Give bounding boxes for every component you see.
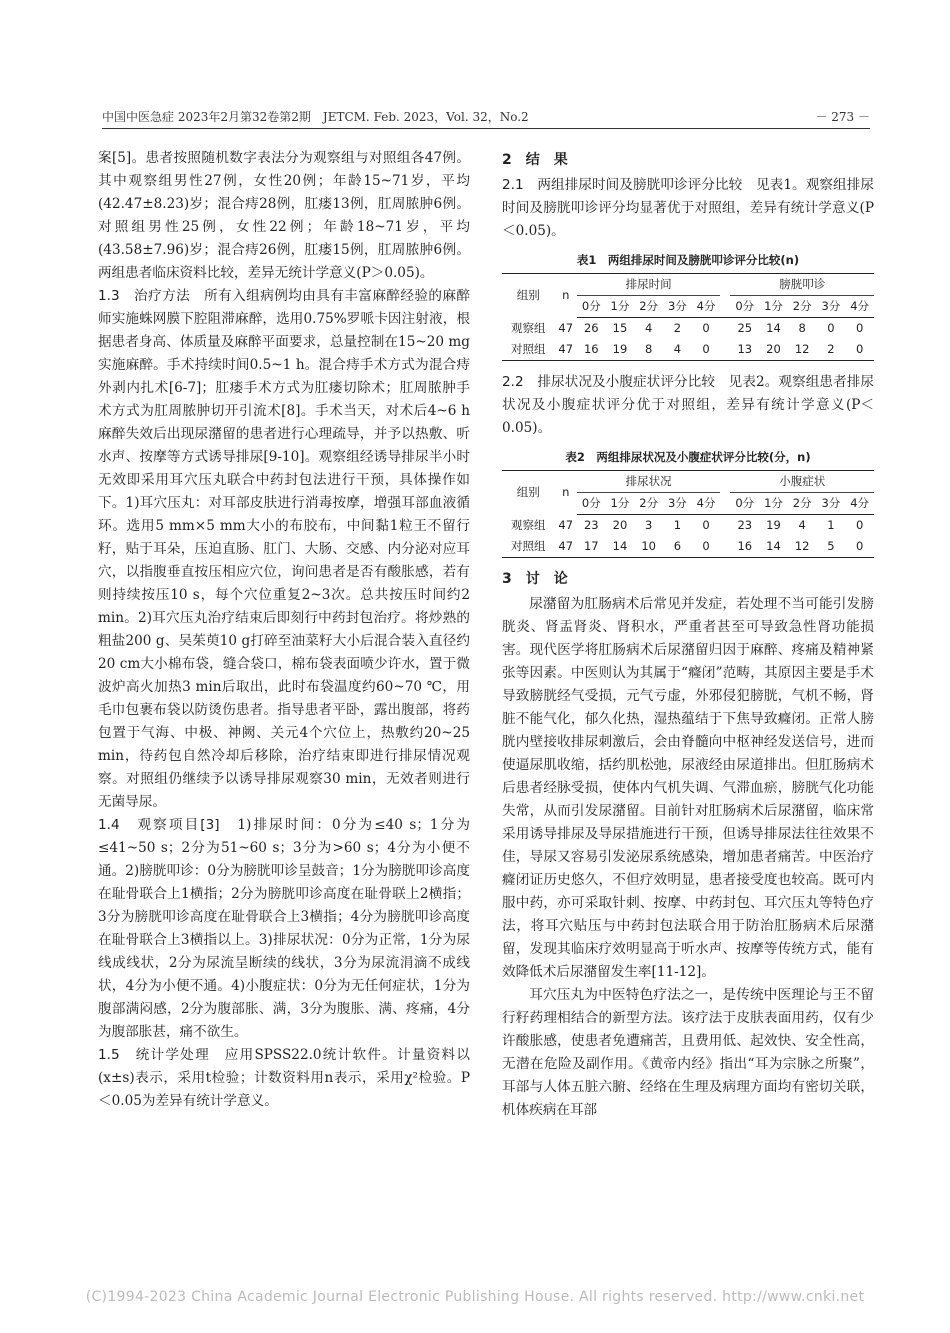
methods-paragraph-observation: 1.4 观察项目[3] 1)排尿时间：0分为≤40 s；1分为≤41~50 s；2分为51~60 s；3分为>60 s；4分为小便不通。2)膀胱叩诊：0分为膀胱叩诊呈鼓音；1分为膀胱叩诊高度在耻骨联合上1横指；2分为膀胱叩诊高度在耻骨联上2横指；3分为膀胱叩诊高度在耻骨联合上3横指；4分为膀胱叩诊高度在耻骨联合上3横指以上。3)排尿状况：0分为正常，1分为尿线成线状，2分为尿流呈断续的线状，3分为尿流涓滴不成线状，4分为小便不通。4)小腹症状：0分为无任何症状，1分为腹部满闷感，2分为腹部胀、满，3分为腹胀、满、疼痛，4分为腹部胀甚，痛不欲生。 [98, 817, 471, 1040]
results-paragraph-2-2: 2.2 排尿状况及小腹症状评分比较 见表2。观察组患者排尿状况及小腹症状评分优于对照组，差异有统计学意义(P＜0.05)。 [502, 374, 874, 436]
table1-group-header: 组别 [502, 274, 555, 318]
table2-group2-header: 小腹症状 [730, 471, 874, 493]
table1-caption: 表1 两组排尿时间及膀胱叩诊评分比较(n) [576, 253, 800, 267]
table1-score-header: 4分 [845, 296, 874, 318]
left-column [98, 147, 470, 1113]
page-number: － 273 － [815, 110, 870, 124]
table2-score-header: 2分 [634, 493, 663, 515]
methods-paragraph-treatment: 1.3 治疗方法 所有入组病例均由具有丰富麻醉经验的麻醉师实施蛛网膜下腔阻滞麻醉，选用0.75%罗哌卡因注射液，根据患者身高、体质量及麻醉平面要求，总量控制在15~20 mg实施麻醉。手术持续时间0.5~1 h。混合痔手术方式为混合痔外剥内扎术[6-7]；肛瘘手术方式为肛瘘切除术；肛周脓肿手术方式为肛周脓肿切开引流术[8]。手术当天，对术后4~6 h麻醉失效后出现尿潴留的患者进行心理疏导，并予以热敷、听水声、按摩等方式诱导排尿[9-10]。观察组经诱导排尿半小时无效即采用耳穴压丸联合中药封包法进行干预，具体操作如下。1)耳穴压丸：对耳部皮肤进行消毒按摩，增强耳部血液循环。选用5 mm×5 mm大小的布胶布，中间黏1粒王不留行籽，贴于耳朵，压迫直肠、肛门、大肠、交感、内分泌对应耳穴，以指腹垂直按压相应穴位，询问患者是否有酸胀感，若有则持续按压10 s，每个穴位重复2~3次。总共按压时间约2 min。2)耳穴压丸治疗结束后即刻行中药封包治疗。将炒熟的粗盐200 g、吴茱萸10 g打碎至油菜籽大小后混合装入直径约20 cm大小棉布袋，缝合袋口，棉布袋表面喷少许水，置于微波炉高火加热3 min后取出，此时布袋温度约60~70 ℃，用毛巾包裹布袋以防烫伤患者。指导患者平卧，露出腹部，将药包置于气海、中极、神阙、关元4个穴位上，热敷约20~25 min，待药包自然冷却后移除，治疗结束即进行排尿情况观察。对照组仍继续予以诱导排尿观察30 min，无效者则进行无菌导尿。 [98, 288, 471, 810]
table1-score-header: 3分 [663, 296, 692, 318]
copyright-footer: (C)1994-2023 China Academic Journal Electronic Publishing House. All rights reserved. http://www.cnki.net [85, 1289, 865, 1305]
table1-score-header: 4分 [692, 296, 721, 318]
journal-citation: 中国中医急症 2023年2月第32卷第2期 JETCM. Feb. 2023，Vol. 32，No.2 [102, 110, 529, 124]
table2 [502, 470, 874, 558]
table1-score-header: 3分 [817, 296, 846, 318]
table2-group1-header: 排尿状况 [577, 471, 721, 493]
table2-group-header: 组别 [502, 471, 555, 515]
table1-score-header: 1分 [759, 296, 788, 318]
running-header [102, 108, 870, 128]
table2-score-header: 2分 [788, 493, 817, 515]
table2-score-header: 0分 [730, 493, 759, 515]
table2-caption: 表2 两组排尿状况及小腹症状评分比较(分，n) [565, 450, 811, 464]
table2-score-header: 1分 [759, 493, 788, 515]
section-discussion-heading: 3 讨 论 [502, 571, 568, 587]
table1-score-header: 1分 [606, 296, 635, 318]
table1-score-header: 2分 [634, 296, 663, 318]
table2-score-header: 4分 [845, 493, 874, 515]
table-row: 观察组 47 23 20 3 1 0 23 19 4 1 0 [511, 517, 864, 532]
table1-score-header: 2分 [788, 296, 817, 318]
methods-paragraph-statistics: 1.5 统计学处理 应用SPSS22.0统计软件。计量资料以(x±s)表示，采用t检验；计数资料用n表示，采用χ²检验。P＜0.05为差异有统计学意义。 [98, 1047, 470, 1109]
methods-paragraph-grouping: 案[5]。患者按照随机数字表法分为观察组与对照组各47例。其中观察组男性27例，女性20例；年龄15~71岁，平均(42.47±8.23)岁；混合痔28例，肛瘘13例，肛周脓肿6例。对照组男性25例，女性22例；年龄18~71岁，平均(43.58±7.96)岁；混合痔26例，肛瘘15例，肛周脓肿6例。两组患者临床资料比较，差异无统计学意义(P＞0.05)。 [98, 150, 470, 281]
table1-group1-header: 排尿时间 [577, 274, 721, 296]
table-row: 观察组 47 26 15 4 2 0 25 14 8 0 0 [511, 320, 864, 335]
section-results-heading: 2 结 果 [502, 152, 568, 168]
table2-score-header: 4分 [692, 493, 721, 515]
right-column [502, 147, 874, 1122]
discussion-paragraph: 耳穴压丸为中医特色疗法之一，是传统中医理论与王不留行籽药理相结合的新型方法。该疗法于皮肤表面用药，仅有少许酸胀感，使患者免遭痛苦，且费用低、起效快、安全性高，无潜在危险及副作用。《黄帝内经》指出“耳为宗脉之所聚”，耳部与人体五脏六腑、经络在生理及病理方面均有密切关联，机体疾病在耳部 [502, 987, 874, 1118]
discussion-paragraph: 尿潴留为肛肠病术后常见并发症，若处理不当可能引发膀胱炎、肾盂肾炎、肾积水，严重者甚至可导致急性肾功能损害。现代医学将肛肠病术后尿潴留归因于麻醉、疼痛及精神紧张等因素。中医则认为其属于“癃闭”范畴，其原因主要是手术导致膀胱经气受损，元气亏虚，外邪侵犯膀胱，气机不畅，肾脏不能气化，郁久化热，湿热蕴结于下焦导致癃闭。正常人膀胱内壁接收排尿刺激后，会由脊髓向中枢神经发送信号，进而使逼尿肌收缩，括约肌松弛，尿液经由尿道排出。但肛肠病术后患者经脉受损，使体内气机失调、气滞血瘀，膀胱气化功能失常，从而引发尿潴留。目前针对肛肠病术后尿潴留，临床常采用诱导排尿及导尿措施进行干预，但诱导排尿法往往效果不佳，导尿又容易引发泌尿系统感染，增加患者痛苦。中医治疗癃闭证历史悠久，不但疗效明显，患者接受度也较高。既可内服中药，亦可采取针刺、按摩、中药封包、耳穴压丸等特色疗法，将耳穴贴压与中药封包法联合用于防治肛肠病术后尿潴留，发现其临床疗效明显高于听水声、按摩等传统方式，能有效降低术后尿潴留发生率[11-12]。 [502, 596, 874, 980]
table2-score-header: 1分 [606, 493, 635, 515]
header-rule [102, 128, 870, 129]
table2-score-header: 3分 [817, 493, 846, 515]
table1-score-header: 0分 [730, 296, 759, 318]
table1 [502, 273, 874, 361]
table2-score-header: 3分 [663, 493, 692, 515]
table1-n-header: n [555, 274, 577, 318]
table1-score-header: 0分 [577, 296, 606, 318]
table2-n-header: n [555, 471, 577, 515]
results-paragraph-2-1: 2.1 两组排尿时间及膀胱叩诊评分比较 见表1。观察组排尿时间及膀胱叩诊评分均显著优于对照组，差异有统计学意义(P＜0.05)。 [502, 177, 874, 239]
table2-score-header: 0分 [577, 493, 606, 515]
table-row: 对照组 47 16 19 8 4 0 13 20 12 2 0 [502, 339, 874, 361]
table-row: 对照组 47 17 14 10 6 0 16 14 12 5 0 [502, 536, 874, 558]
table1-group2-header: 膀胱叩诊 [730, 274, 874, 296]
